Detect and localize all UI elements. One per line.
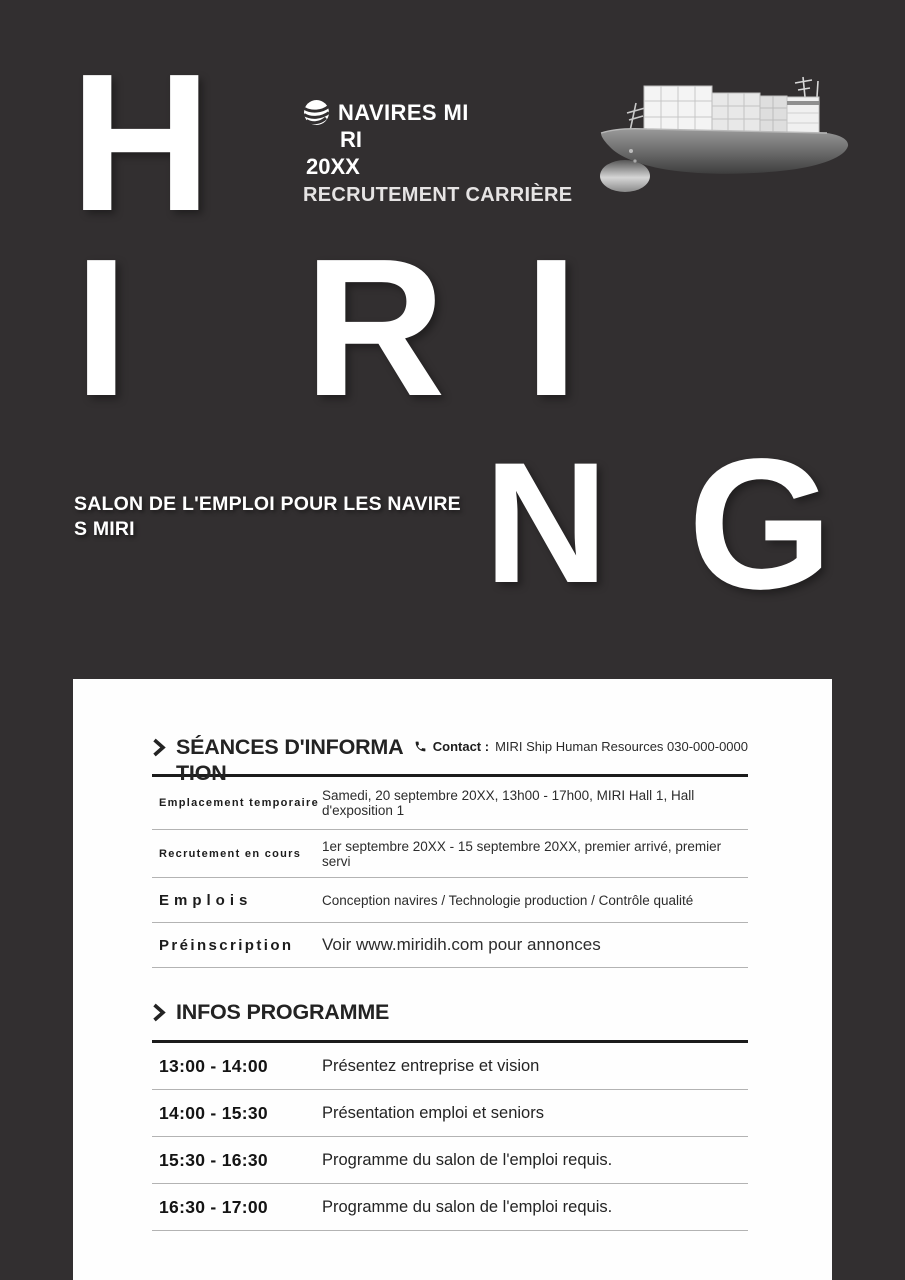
big-letter-n: N — [484, 427, 609, 619]
program-title: INFOS PROGRAMME — [176, 1000, 390, 1024]
schedule-time: 13:00 - 14:00 — [159, 1055, 268, 1076]
schedule-row — [152, 1137, 748, 1184]
row-value: Conception navires / Technologie production / Contrôle qualité — [322, 892, 694, 908]
poster-subtitle — [74, 492, 461, 542]
row-label: Préinscription — [159, 936, 294, 954]
info-sessions-title-line1: SÉANCES D'INFORMA — [176, 735, 404, 759]
row-value: Voir www.miridih.com pour annonces — [322, 935, 601, 954]
brand-year: 20XX — [306, 154, 360, 179]
container-ship-illustration — [597, 73, 853, 207]
big-letter-r: R — [304, 218, 446, 437]
table-row — [152, 830, 748, 878]
brand-name-line1: NAVIRES MI — [338, 99, 469, 125]
poster-subtitle-line1: SALON DE L'EMPLOI POUR LES NAVIRE — [74, 493, 461, 515]
row-label: Emplacement temporaire — [159, 797, 320, 809]
brand-tagline: RECRUTEMENT CARRIÈRE — [303, 184, 573, 206]
contact-label: Contact : — [432, 739, 490, 754]
row-value: 1er septembre 20XX - 15 septembre 20XX, premier arrivé, premier servi — [322, 838, 722, 869]
big-letter-i-2: I — [524, 218, 579, 437]
row-value: Samedi, 20 septembre 20XX, 13h00 - 17h00, MIRI Hall 1, Hall d'exposition 1 — [322, 788, 695, 818]
program-schedule — [152, 1043, 748, 1231]
schedule-activity: Présentation emploi et seniors — [322, 1103, 544, 1122]
brand-block — [303, 99, 572, 207]
info-sessions-title — [176, 735, 403, 786]
big-letter-g: G — [688, 421, 833, 628]
program-heading-rule — [152, 1040, 748, 1043]
contact-value: MIRI Ship Human Resources 030-000-0000 — [495, 739, 748, 754]
row-label: Emplois — [159, 891, 253, 909]
big-letter-i-1: I — [74, 218, 129, 437]
table-row — [152, 878, 748, 923]
schedule-activity: Programme du salon de l'emploi requis. — [322, 1197, 613, 1216]
schedule-time: 14:00 - 15:30 — [159, 1102, 268, 1123]
chevron-right-icon — [152, 738, 166, 757]
poster-subtitle-line2: S MIRI — [74, 518, 135, 540]
big-letter-h: H — [70, 33, 212, 252]
phone-icon — [414, 740, 427, 753]
contact-info — [414, 739, 748, 754]
info-sessions-title-line2: TION — [176, 760, 227, 785]
schedule-row — [152, 1090, 748, 1137]
info-card — [73, 679, 832, 1280]
brand-name-line2: RI — [340, 127, 362, 152]
table-row — [152, 923, 748, 968]
schedule-time: 15:30 - 16:30 — [159, 1149, 268, 1170]
schedule-row — [152, 1043, 748, 1090]
schedule-activity: Programme du salon de l'emploi requis. — [322, 1150, 613, 1169]
row-label: Recrutement en cours — [159, 847, 302, 860]
globe-icon — [303, 99, 330, 126]
info-table — [152, 777, 748, 968]
program-heading — [152, 1000, 389, 1026]
schedule-activity: Présentez entreprise et vision — [322, 1056, 540, 1075]
schedule-time: 16:30 - 17:00 — [159, 1196, 268, 1217]
info-sessions-heading — [152, 735, 403, 786]
schedule-row — [152, 1184, 748, 1231]
chevron-right-icon — [152, 1003, 166, 1022]
